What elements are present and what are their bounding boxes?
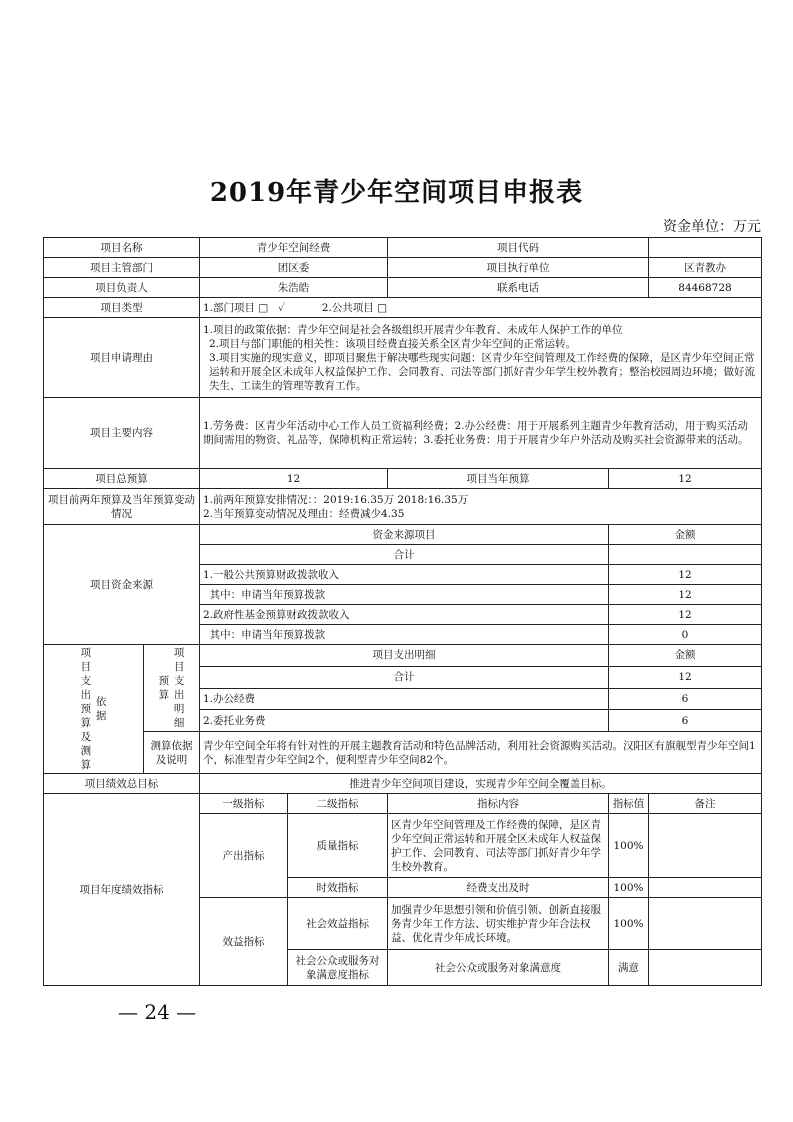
value-type: 1.部门项目 □ ✓ 2.公共项目 □ (200, 298, 762, 318)
label-budget-total: 项目总预算 (44, 469, 200, 489)
fund-header-item: 资金来源项目 (200, 525, 609, 545)
row-project-name (44, 238, 762, 258)
row-exp-header (44, 645, 762, 667)
perf-note (649, 878, 762, 898)
fund-row-amount: 0 (609, 625, 762, 645)
value-reason (200, 318, 762, 398)
prev-budget-line-2: 2.当年预算变动情况及理由：经费减少4.35 (203, 507, 405, 520)
label-calc: 测算依据及说明 (144, 732, 200, 774)
row-perf-header (44, 794, 762, 814)
perf-note (649, 950, 762, 986)
perf-level2: 社会效益指标 (288, 898, 388, 950)
exp-row-amount: 6 (609, 688, 762, 710)
label-project-name: 项目名称 (44, 238, 200, 258)
fund-row-label: 其中：申请当年预算拨款 (200, 625, 609, 645)
row-leader (44, 278, 762, 298)
perf-header-level1: 一级指标 (200, 794, 288, 814)
row-prev-budget (44, 489, 762, 525)
row-reason (44, 318, 762, 398)
label-goal: 项目绩效总目标 (44, 774, 200, 794)
label-exp-detail-b: 预算 (158, 675, 170, 701)
label-fund: 项目资金来源 (44, 525, 200, 645)
label-perf: 项目年度绩效指标 (44, 794, 200, 986)
row-dept (44, 258, 762, 278)
label-budget-current: 项目当年预算 (388, 469, 609, 489)
value-phone: 84468728 (649, 278, 762, 298)
value-budget-current: 12 (609, 469, 762, 489)
label-exp-outer (44, 645, 144, 774)
fund-row-amount: 12 (609, 565, 762, 585)
row-budget (44, 469, 762, 489)
perf-header-value: 指标值 (609, 794, 649, 814)
page-title: 2019年青少年空间项目申报表 (209, 178, 584, 208)
label-prev-budget: 项目前两年预算及当年预算变动情况 (44, 489, 200, 525)
row-content (44, 398, 762, 469)
label-exec: 项目执行单位 (388, 258, 649, 278)
perf-header-note: 备注 (649, 794, 762, 814)
row-type (44, 298, 762, 318)
label-content: 项目主要内容 (44, 398, 200, 469)
perf-content: 社会公众或服务对象满意度 (388, 950, 609, 986)
currency-unit: 资金单位：万元 (663, 219, 761, 235)
perf-content: 经费支出及时 (388, 878, 609, 898)
fund-row-label: 其中：申请当年预算拨款 (200, 585, 609, 605)
perf-note (649, 898, 762, 950)
page-number: — 24 — (118, 1000, 197, 1024)
fund-row-amount: 12 (609, 605, 762, 625)
value-project-code (649, 238, 762, 258)
value-content: 1.劳务费：区青少年活动中心工作人员工资福利经费；2.办公经费：用于开展系列主题青少年教育活动，用于购买活动期间需用的物资、礼品等，保障机构正常运转；3.委托业务费：用于开展青少年户外活动及购买社会资源带来的活动。 (200, 398, 762, 469)
perf-level1-output: 产出指标 (200, 814, 288, 898)
perf-value: 100% (609, 898, 649, 950)
fund-total-label: 合计 (200, 545, 609, 565)
perf-header-level2: 二级指标 (288, 794, 388, 814)
label-exp-detail (144, 645, 200, 732)
value-budget-total: 12 (200, 469, 388, 489)
value-goal: 推进青少年空间项目建设，实现青少年空间全覆盖目标。 (200, 774, 762, 794)
reason-line-1: 1.项目的政策依据：青少年空间是社会各级组织开展青少年教育、未成年人保护工作的单位 (203, 323, 623, 336)
value-dept: 团区委 (200, 258, 388, 278)
value-project-name: 青少年空间经费 (200, 238, 388, 258)
perf-level1-effect: 效益指标 (200, 898, 288, 986)
label-exp-outer-a: 项目支出预算及测算 (80, 647, 92, 771)
perf-level2: 质量指标 (288, 814, 388, 878)
perf-content: 加强青少年思想引领和价值引领、创新直接服务青少年工作方法、切实维护青少年合法权益、优化青少年成长环境。 (388, 898, 609, 950)
reason-line-3: 3.项目实施的现实意义，即项目聚焦于解决哪些现实问题：区青少年空间管理及工作经费的保障，是区青少年空间正常运转和开展全区未成年人权益保护工作、会同教育、司法等部门抓好青少年学生校外教育；整治校园周边环境；做好流失生、工读生的管理等教育工作。 (209, 351, 755, 392)
fund-row-amount: 12 (609, 585, 762, 605)
exp-total-value: 12 (609, 666, 762, 688)
row-goal (44, 774, 762, 794)
exp-header-item: 项目支出明细 (200, 645, 609, 667)
fund-total-value (609, 545, 762, 565)
row-fund-header (44, 525, 762, 545)
label-dept: 项目主管部门 (44, 258, 200, 278)
exp-total-label: 合计 (200, 666, 609, 688)
label-leader: 项目负责人 (44, 278, 200, 298)
label-project-code: 项目代码 (388, 238, 649, 258)
application-form (43, 237, 762, 986)
reason-line-2: 2.项目与部门职能的相关性：该项目经费直接关系全区青少年空间的正常运转。 (209, 337, 577, 350)
perf-note (649, 814, 762, 878)
fund-row-label: 2.政府性基金预算财政拨款收入 (200, 605, 609, 625)
exp-header-amount: 金额 (609, 645, 762, 667)
perf-level2: 社会公众或服务对象满意度指标 (288, 950, 388, 986)
value-prev-budget (200, 489, 762, 525)
perf-value: 满意 (609, 950, 649, 986)
exp-row-label: 1.办公经费 (200, 688, 609, 710)
fund-header-amount: 金额 (609, 525, 762, 545)
row-calc (44, 732, 762, 773)
fund-row-label: 1.一般公共预算财政拨款收入 (200, 565, 609, 585)
prev-budget-line-1: 1.前两年预算安排情况：：2019:16.35万 2018:16.35万 (203, 493, 469, 506)
value-calc: 青少年空间全年将有针对性的开展主题教育活动和特色品牌活动，利用社会资源购买活动。汉阳区有旗舰型青少年空间1个，标准型青少年空间2个，便利型青少年空间82个。 (200, 732, 762, 774)
perf-value: 100% (609, 814, 649, 878)
label-reason: 项目申请理由 (44, 318, 200, 398)
value-exec: 区青教办 (649, 258, 762, 278)
perf-value: 100% (609, 878, 649, 898)
label-type: 项目类型 (44, 298, 200, 318)
label-exp-detail-a: 项目支出明细 (173, 647, 185, 729)
perf-header-content: 指标内容 (388, 794, 609, 814)
label-phone: 联系电话 (388, 278, 649, 298)
perf-content: 区青少年空间管理及工作经费的保障，是区青少年空间正常运转和开展全区未成年人权益保护工作、会同教育、司法等部门抓好青少年学生校外教育。 (388, 814, 609, 878)
label-exp-outer-b: 依据 (95, 696, 107, 722)
exp-row-amount: 6 (609, 710, 762, 732)
exp-row-label: 2.委托业务费 (200, 710, 609, 732)
perf-level2: 时效指标 (288, 878, 388, 898)
value-leader: 朱浩皓 (200, 278, 388, 298)
